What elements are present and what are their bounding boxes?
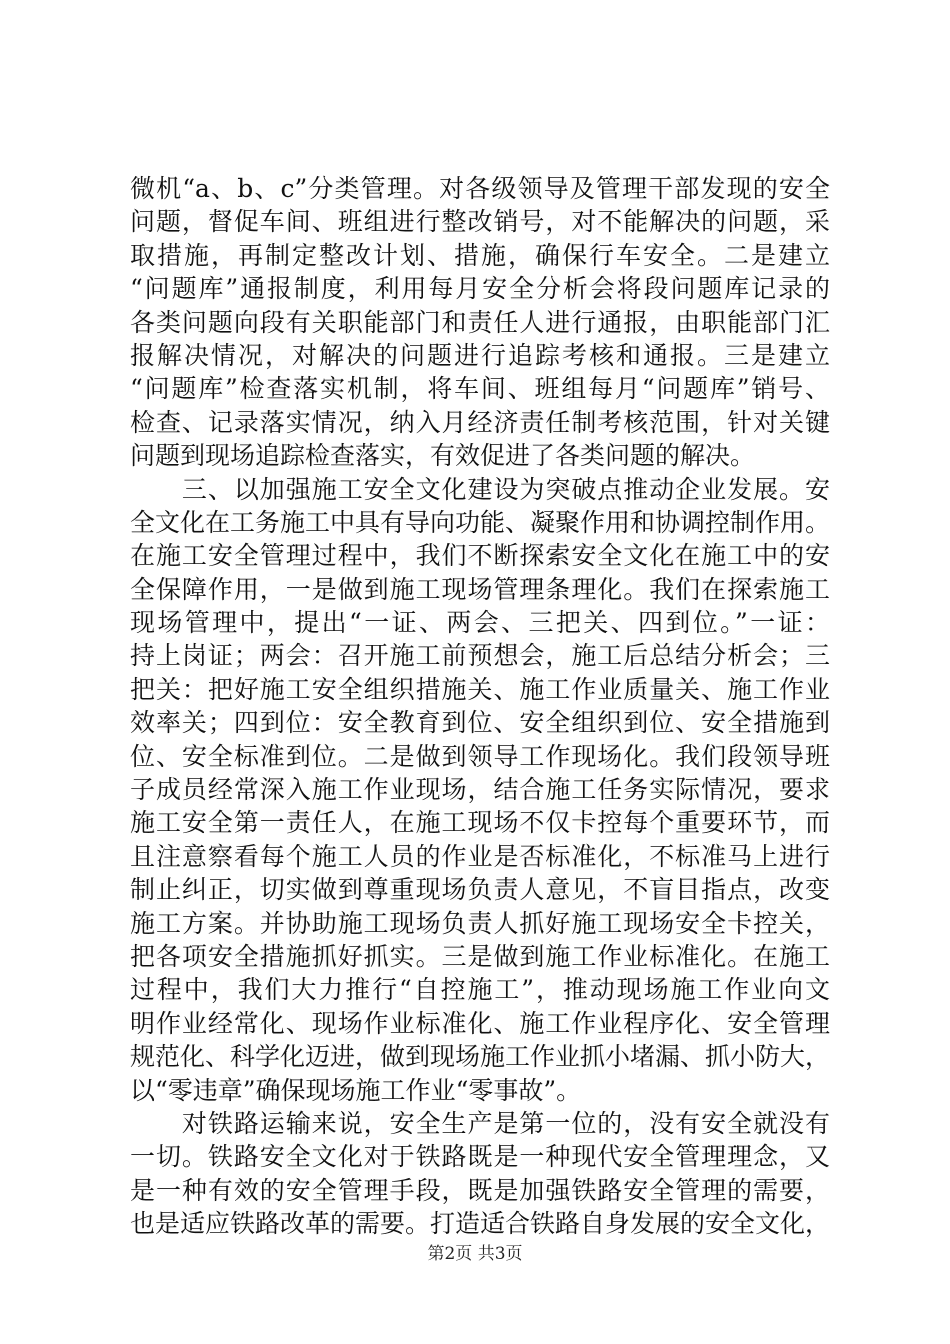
text-line: 过程中，我们大力推行“自控施工”，推动现场施工作业向文 [130,975,830,1005]
text-line: 位、安全标准到位。二是做到领导工作现场化。我们段领导班 [130,741,830,771]
page-footer: 第2页 共3页 [427,1244,523,1264]
text-line: 且注意察看每个施工人员的作业是否标准化，不标准马上进行 [130,841,830,871]
text-line: 报解决情况，对解决的问题进行追踪考核和通报。三是建立 [130,340,830,370]
text-line: 检查、记录落实情况，纳入月经济责任制考核范围，针对关键 [130,407,830,437]
text-line: 制止纠正，切实做到尊重现场负责人意见，不盲目指点，改变 [130,875,830,905]
text-line: 子成员经常深入施工作业现场，结合施工任务实际情况，要求 [130,775,830,805]
text-line: “问题库”检查落实机制，将车间、班组每月“问题库”销号、 [130,374,830,404]
text-line: 明作业经常化、现场作业标准化、施工作业程序化、安全管理 [130,1008,830,1038]
text-line: 是一种有效的安全管理手段，既是加强铁路安全管理的需要， [130,1175,830,1205]
text-line: 以“零违章”确保现场施工作业“零事故”。 [130,1075,582,1105]
text-line: 施工方案。并协助施工现场负责人抓好施工现场安全卡控关， [130,908,830,938]
text-line: 效率关；四到位：安全教育到位、安全组织到位、安全措施到 [130,708,830,738]
text-line: 在施工安全管理过程中，我们不断探索安全文化在施工中的安 [130,541,830,571]
text-line: 也是适应铁路改革的需要。打造适合铁路自身发展的安全文化， [130,1209,831,1239]
text-line: 把关：把好施工安全组织措施关、施工作业质量关、施工作业 [130,674,830,704]
text-line: 全文化在工务施工中具有导向功能、凝聚作用和协调控制作用。 [130,507,831,537]
text-line: 规范化、科学化迈进，做到现场施工作业抓小堵漏、抓小防大， [130,1042,831,1072]
text-line: 对铁路运输来说，安全生产是第一位的，没有安全就没有 [130,1108,830,1138]
text-line: 现场管理中，提出“一证、两会、三把关、四到位。”一证： [130,608,830,638]
text-line: 三、以加强施工安全文化建设为突破点推动企业发展。安 [130,474,830,504]
text-line: 持上岗证；两会：召开施工前预想会，施工后总结分析会；三 [130,641,830,671]
text-line: 全保障作用，一是做到施工现场管理条理化。我们在探索施工 [130,574,830,604]
text-line: “问题库”通报制度，利用每月安全分析会将段问题库记录的 [130,274,830,304]
text-line: 一切。铁路安全文化对于铁路既是一种现代安全管理理念，又 [130,1142,830,1172]
text-line: 把各项安全措施抓好抓实。三是做到施工作业标准化。在施工 [130,941,830,971]
text-line: 施工安全第一责任人，在施工现场不仅卡控每个重要环节，而 [130,808,830,838]
text-line: 取措施，再制定整改计划、措施，确保行车安全。二是建立 [130,240,830,270]
text-line: 问题到现场追踪检查落实，有效促进了各类问题的解决。 [130,441,756,471]
text-line: 问题，督促车间、班组进行整改销号，对不能解决的问题，采 [130,207,830,237]
text-line: 各类问题向段有关职能部门和责任人进行通报，由职能部门汇 [130,307,830,337]
text-line: 微机“a、b、c”分类管理。对各级领导及管理干部发现的安全 [130,174,830,203]
document-body [130,172,830,1241]
